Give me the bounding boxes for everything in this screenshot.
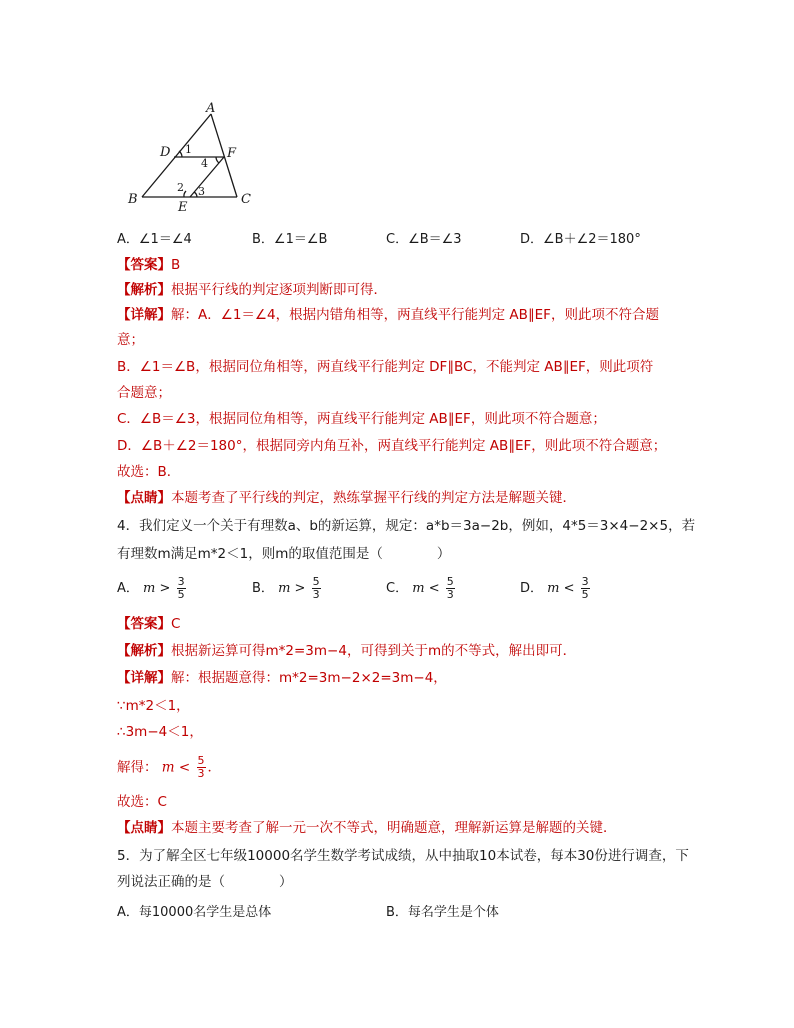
answer-tag: 【答案】 <box>117 257 171 273</box>
detail-tag: 【详解】 <box>117 670 171 686</box>
comment-tag: 【点睛】 <box>117 490 171 506</box>
q3-detail-4: D．∠B＋∠2＝180°，根据同旁内角互补，两直线平行能判定 AB∥EF，则此项不符合题意； <box>117 438 667 454</box>
label-D: D <box>160 145 171 160</box>
fraction: $\frac{5}{3}$ <box>446 575 454 601</box>
comment-text: 本题主要考查了解一元一次不等式，明确题意，理解新运算是解题的关键． <box>171 820 617 836</box>
analysis-text: 根据平行线的判定逐项判断即可得． <box>171 282 387 298</box>
q3-conclusion: 故选：B． <box>117 464 181 480</box>
q3-answer <box>117 255 674 275</box>
angle-1-arc <box>179 151 182 157</box>
fraction: $\frac{5}{3}$ <box>197 754 205 780</box>
q4-option-d: D． m < $\frac{3}{5}$ <box>520 575 589 601</box>
detail-tag: 【详解】 <box>117 307 171 323</box>
q3-comment <box>117 488 674 508</box>
q4-option-a: A． m > $\frac{3}{5}$ <box>117 575 185 601</box>
angle-4-arc <box>216 157 219 163</box>
q3-detail-2b: 合题意； <box>117 385 171 401</box>
analysis-tag: 【解析】 <box>117 282 171 298</box>
comment-text: 本题考查了平行线的判定，熟练掌握平行线的判定方法是解题关键． <box>171 490 576 506</box>
q3-detail-3: C．∠B＝∠3，根据同位角相等，两直线平行能判定 AB∥EF，则此项不符合题意； <box>117 411 606 427</box>
q5-option-b: B．每名学生是个体 <box>386 905 499 920</box>
q4-option-b: B． m > $\frac{5}{3}$ <box>252 575 320 601</box>
q4-step-1: ∵m*2＜1， <box>117 698 190 714</box>
q3-option-c: C．∠B＝∠3 <box>386 232 462 247</box>
q4-conclusion: 故选：C <box>117 794 167 810</box>
label-C: C <box>241 192 251 207</box>
label-angle-2: 2 <box>177 181 184 194</box>
q3-detail-1 <box>117 305 674 325</box>
q4-option-c: C． m < $\frac{5}{3}$ <box>386 575 454 601</box>
q3-option-b: B．∠1＝∠B <box>252 232 328 247</box>
fraction: $\frac{3}{5}$ <box>581 575 589 601</box>
triangle-figure <box>0 0 794 220</box>
fraction: $\frac{5}{3}$ <box>312 575 320 601</box>
q5-stem-2: 列说法正确的是（ ） <box>117 874 293 890</box>
q4-analysis <box>117 641 674 661</box>
fraction: $\frac{3}{5}$ <box>177 575 185 601</box>
label-angle-3: 3 <box>198 185 205 198</box>
q3-analysis <box>117 280 674 300</box>
label-E: E <box>178 200 188 215</box>
q4-step-2: ∴3m−4＜1， <box>117 724 203 740</box>
q4-stem-1: 4．我们定义一个关于有理数a、b的新运算，规定：a*b＝3a−2b，例如，4*5＝3×4−2×5，若 <box>117 518 696 534</box>
angle-2-arc <box>184 191 186 197</box>
analysis-tag: 【解析】 <box>117 643 171 659</box>
answer-value: B <box>171 257 181 273</box>
q3-option-d: D．∠B＋∠2＝180° <box>520 232 641 247</box>
q5-option-a: A．每10000名学生是总体 <box>117 905 272 920</box>
q4-answer <box>117 614 674 634</box>
answer-value: C <box>171 616 181 632</box>
label-angle-1: 1 <box>185 143 192 156</box>
label-F: F <box>227 146 237 161</box>
q4-stem-2: 有理数m满足m*2＜1，则m的取值范围是（ ） <box>117 546 451 562</box>
q3-option-a: A．∠1＝∠4 <box>117 232 192 247</box>
answer-tag: 【答案】 <box>117 616 171 632</box>
detail-text: 解：根据题意得：m*2=3m−2×2=3m−4， <box>171 670 447 686</box>
q3-detail-2: B．∠1＝∠B，根据同位角相等，两直线平行能判定 DF∥BC，不能判定 AB∥EF，则此项符 <box>117 359 654 375</box>
q4-detail-1 <box>117 668 674 688</box>
angle-3-arc <box>194 192 197 197</box>
q3-detail-1b: 意； <box>117 332 144 348</box>
comment-tag: 【点睛】 <box>117 820 171 836</box>
label-B: B <box>128 192 138 207</box>
label-A: A <box>206 101 216 116</box>
analysis-text: 根据新运算可得m*2=3m−4，可得到关于m的不等式，解出即可． <box>171 643 577 659</box>
q4-solve: 解得： m < $\frac{5}{3}$ ． <box>117 754 222 780</box>
q4-comment <box>117 818 674 838</box>
label-angle-4: 4 <box>201 157 208 170</box>
q5-stem-1: 5．为了解全区七年级10000名学生数学考试成绩，从中抽取10本试卷，每本30份进行调查，下 <box>117 848 689 864</box>
detail-text: 解：A．∠1＝∠4，根据内错角相等，两直线平行能判定 AB∥EF，则此项不符合题 <box>171 307 659 323</box>
